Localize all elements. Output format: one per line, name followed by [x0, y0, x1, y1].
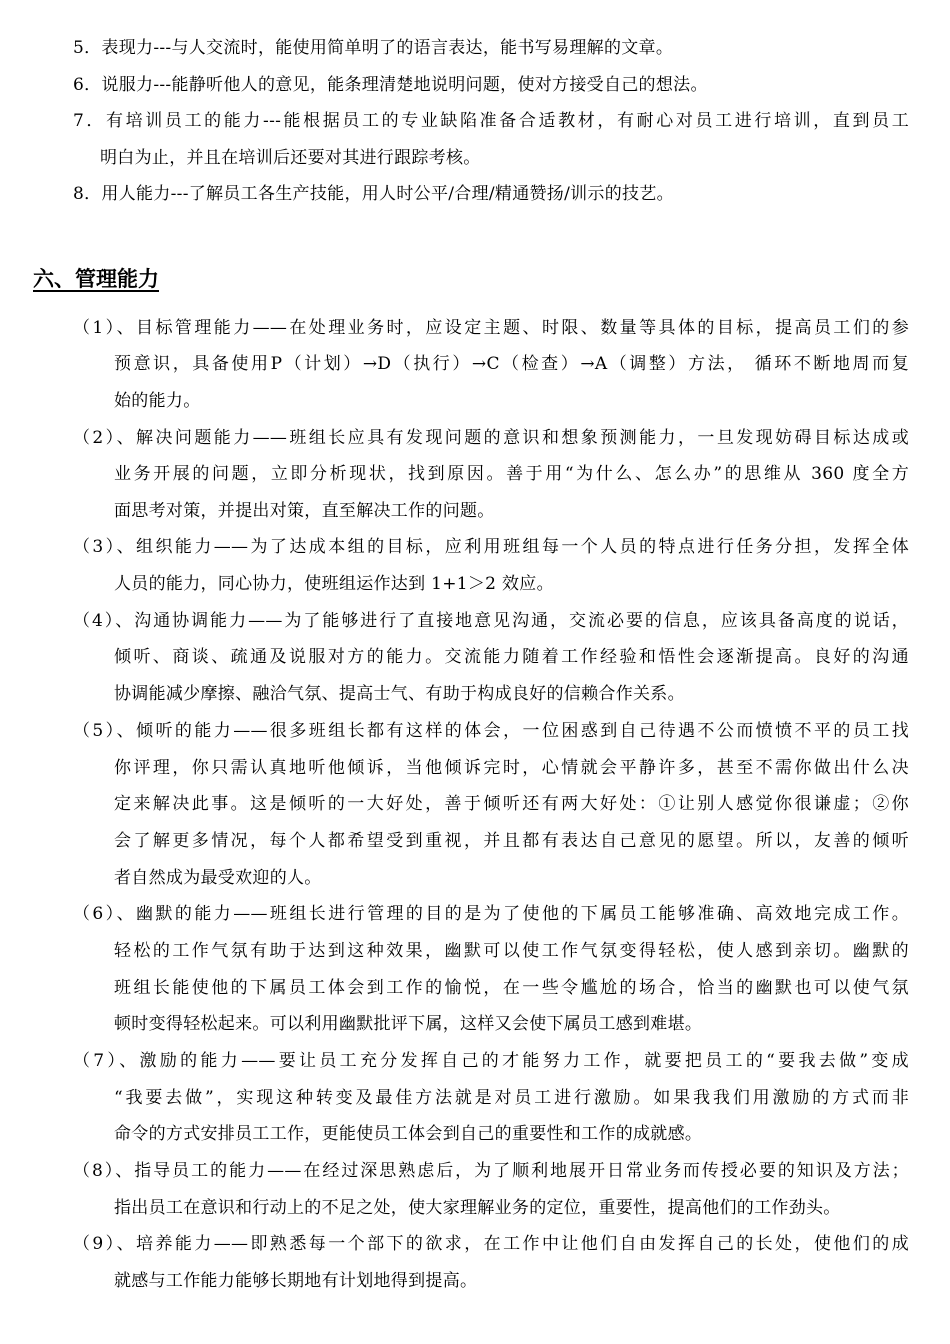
item-7-line-1: （7）、激励的能力——要让员工充分发挥自己的才能努力工作，就要把员工的“要我去做”变成 — [73, 1051, 909, 1071]
item-4-line-2: 倾听、商谈、疏通及说服对方的能力。交流能力随着工作经验和悟性会逐渐提高。良好的沟通 — [114, 647, 909, 667]
item-1-line-3: 始的能力。 — [114, 391, 201, 411]
item-7-line-2: “我要去做”，实现这种转变及最佳方法就是对员工进行激励。如果我我们用激励的方式而非 — [114, 1088, 909, 1108]
item-5-line-2: 你评理，你只需认真地听他倾诉，当他倾诉完时，心情就会平静许多，甚至不需你做出什么决 — [114, 758, 909, 778]
item-6-line-1: （6）、幽默的能力——班组长进行管理的目的是为了使他的下属员工能够准确、高效地完成工作。 — [73, 904, 909, 924]
item-5-line-5: 者自然成为最受欢迎的人。 — [114, 868, 322, 888]
item-6-line-3: 班组长能使他的下属员工体会到工作的愉悦，在一些令尴尬的场合，恰当的幽默也可以使气氛 — [114, 978, 909, 998]
intro-item-8: 8．用人能力---了解员工各生产技能，用人时公平/合理/精通赞扬/训示的技艺。 — [73, 184, 674, 204]
item-9-line-1: （9）、培养能力——即熟悉每一个部下的欲求，在工作中让他们自由发挥自己的长处，使他们的成 — [73, 1234, 909, 1254]
item-5-line-4: 会了解更多情况，每个人都希望受到重视，并且都有表达自己意见的愿望。所以，友善的倾听 — [114, 831, 909, 851]
item-6-line-4: 顿时变得轻松起来。可以利用幽默批评下属，这样又会使下属员工感到难堪。 — [114, 1014, 703, 1034]
item-1-line-1: （1）、目标管理能力——在处理业务时，应设定主题、时限、数量等具体的目标，提高员工们的参 — [73, 318, 909, 338]
item-8-line-2: 指出员工在意识和行动上的不足之处，使大家理解业务的定位，重要性，提高他们的工作劲头。 — [114, 1198, 841, 1218]
item-2-line-2: 业务开展的问题，立即分析现状，找到原因。善于用“为什么、怎么办”的思维从 360 度全方 — [114, 464, 909, 484]
intro-item-6: 6．说服力---能静听他人的意见，能条理清楚地说明问题，使对方接受自己的想法。 — [73, 75, 708, 95]
item-6-line-2: 轻松的工作气氛有助于达到这种效果，幽默可以使工作气氛变得轻松，使人感到亲切。幽默的 — [114, 941, 909, 961]
item-4-line-3: 协调能减少摩擦、融洽气氛、提高士气、有助于构成良好的信赖合作关系。 — [114, 684, 685, 704]
item-3-line-1: （3）、组织能力——为了达成本组的目标，应利用班组每一个人员的特点进行任务分担，发挥全体 — [73, 537, 909, 557]
item-5-line-1: （5）、倾听的能力——很多班组长都有这样的体会，一位困惑到自己待遇不公而愤愤不平的员工找 — [73, 721, 909, 741]
item-8-line-1: （8）、指导员工的能力——在经过深思熟虑后，为了顺利地展开日常业务而传授必要的知识及方法； — [73, 1161, 909, 1181]
item-9-line-2: 就感与工作能力能够长期地有计划地得到提高。 — [114, 1271, 478, 1291]
intro-item-7-line-2: 明白为止，并且在培训后还要对其进行跟踪考核。 — [100, 148, 481, 168]
intro-item-7-line-1: 7．有培训员工的能力---能根据员工的专业缺陷准备合适教材，有耐心对员工进行培训，直到员工 — [73, 111, 909, 131]
item-2-line-1: （2）、解决问题能力——班组长应具有发现问题的意识和想象预测能力，一旦发现妨碍目标达成或 — [73, 428, 909, 448]
item-4-line-1: （4）、沟通协调能力——为了能够进行了直接地意见沟通，交流必要的信息，应该具备高度的说话， — [73, 611, 909, 631]
item-5-line-3: 定来解决此事。这是倾听的一大好处，善于倾听还有两大好处：①让别人感觉你很谦虚；②你 — [114, 794, 909, 814]
item-2-line-3: 面思考对策，并提出对策，直至解决工作的问题。 — [114, 501, 495, 521]
item-3-line-2: 人员的能力，同心协力，使班组运作达到 1+1＞2 效应。 — [114, 574, 554, 594]
section-heading: 六、管理能力 — [33, 267, 159, 291]
item-7-line-3: 命令的方式安排员工工作，更能使员工体会到自己的重要性和工作的成就感。 — [114, 1124, 703, 1144]
item-1-line-2: 预意识，具备使用P（计划）→D（执行）→C（检查）→A（调整）方法， 循环不断地周而复 — [114, 354, 909, 374]
intro-item-5: 5．表现力---与人交流时，能使用简单明了的语言表达，能书写易理解的文章。 — [73, 38, 674, 58]
